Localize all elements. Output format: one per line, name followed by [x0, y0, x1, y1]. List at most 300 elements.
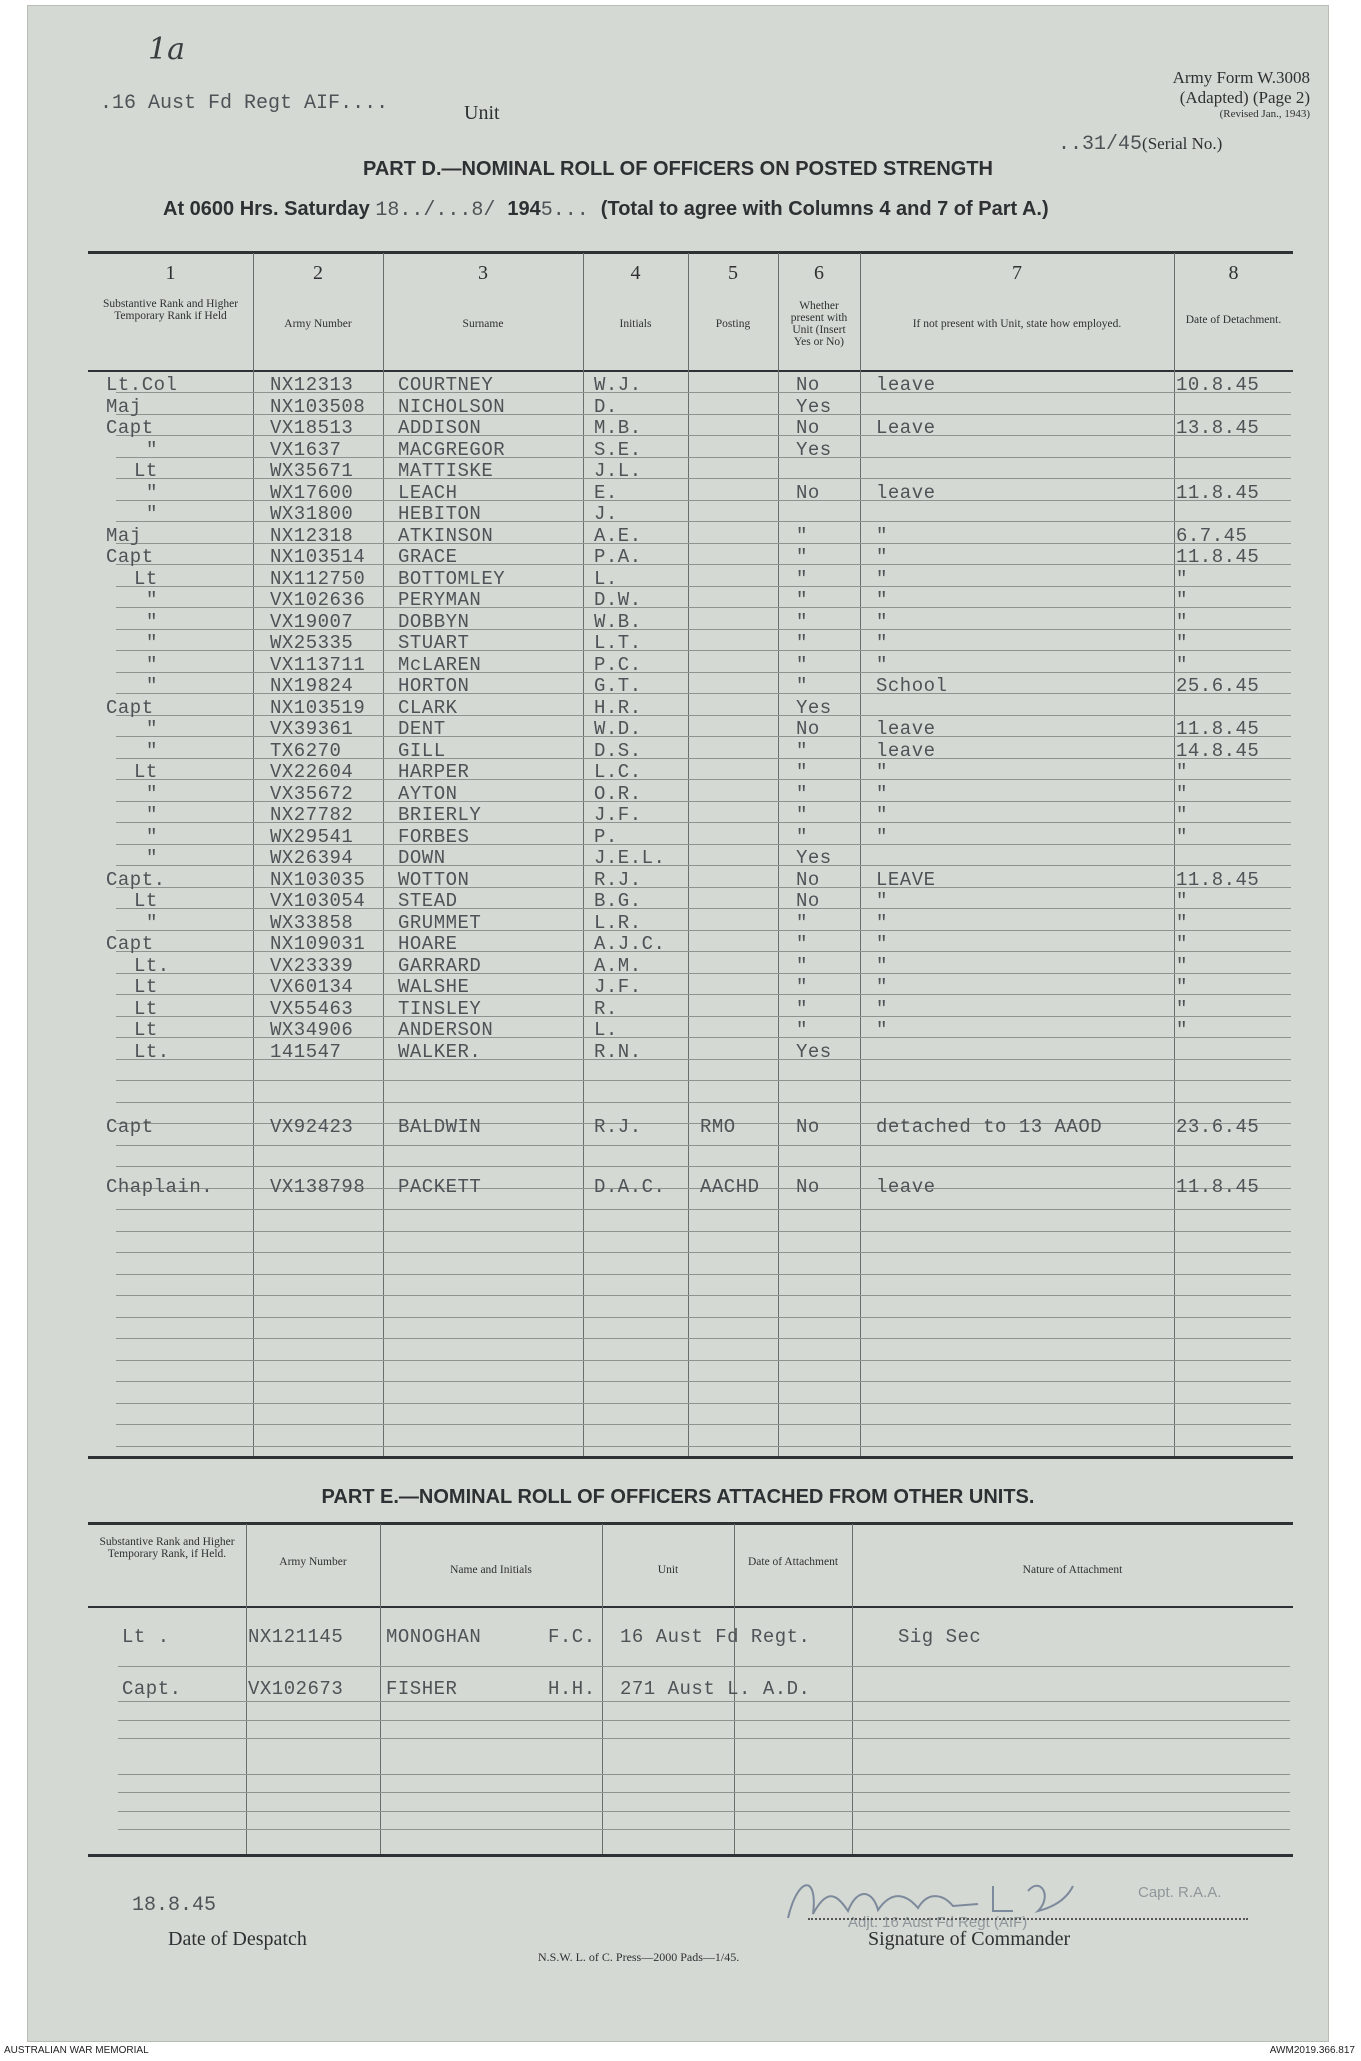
part-d-cell-present: No: [796, 718, 820, 740]
part-d-cell-initials: H.R.: [594, 697, 642, 719]
part-d-cell-initials: R.J.: [594, 1116, 642, 1138]
part-d-cell-initials: O.R.: [594, 783, 642, 805]
part-d-cell-present: Yes: [796, 396, 832, 418]
part-e-head-rule: [88, 1606, 1293, 1608]
part-d-column-header: Posting: [715, 318, 751, 330]
part-d-column-divider: [383, 253, 384, 1456]
part-d-cell-surname: FORBES: [398, 826, 470, 848]
part-d-cell-initials: J.L.: [594, 460, 642, 482]
part-d-cell-initials: P.A.: [594, 546, 642, 568]
part-d-date-line: At 0600 Hrs. Saturday 18../...8/ 1945... (Total to agree with Columns 4 and 7 of Part A.): [163, 198, 1049, 222]
part-d-cell-date: 11.8.45: [1176, 546, 1260, 568]
part-d-cell-initials: D.W.: [594, 589, 642, 611]
part-d-cell-num: VX19007: [270, 611, 354, 633]
part-d-cell-date: ": [1176, 568, 1188, 590]
part-d-row-rule: [116, 1102, 1291, 1103]
part-d-cell-present: No: [796, 482, 820, 504]
part-d-title: PART D.—NOMINAL ROLL OF OFFICERS ON POSTED STRENGTH: [362, 158, 993, 180]
form-adapted: (Adapted) (Page 2): [1179, 88, 1310, 107]
part-d-cell-surname: HORTON: [398, 675, 470, 697]
part-d-cell-rank: ": [146, 826, 158, 848]
part-e-title: PART E.—NOMINAL ROLL OF OFFICERS ATTACHED FROM OTHER UNITS.: [321, 1486, 1035, 1508]
part-d-cell-num: NX103035: [270, 869, 366, 891]
part-d-cell-present: ": [796, 761, 808, 783]
part-d-cell-posting: AACHD: [700, 1176, 760, 1198]
part-d-cell-rank: Capt: [106, 1116, 154, 1138]
part-d-cell-initials: L.R.: [594, 912, 642, 934]
part-d-cell-surname: PACKETT: [398, 1176, 482, 1198]
part-d-cell-date: 6.7.45: [1176, 525, 1248, 547]
part-d-cell-employed: Leave: [876, 417, 936, 439]
part-d-cell-num: NX12313: [270, 374, 354, 396]
part-d-cell-num: WX33858: [270, 912, 354, 934]
part-d-cell-num: VX35672: [270, 783, 354, 805]
part-e-column-header: Name and Initials: [450, 1564, 532, 1576]
part-d-column-header: Substantive Rank and Higher Temporary Rank if Held: [102, 298, 239, 322]
part-d-cell-rank: Lt: [134, 890, 158, 912]
part-d-cell-initials: A.E.: [594, 525, 642, 547]
part-d-cell-surname: GRUMMET: [398, 912, 482, 934]
part-d-cell-rank: ": [146, 589, 158, 611]
part-d-cell-surname: GRACE: [398, 546, 458, 568]
part-d-cell-surname: TINSLEY: [398, 998, 482, 1020]
part-d-cell-surname: STEAD: [398, 890, 458, 912]
part-d-cell-employed: ": [876, 804, 888, 826]
part-d-cell-employed: ": [876, 568, 888, 590]
part-d-cell-employed: leave: [876, 740, 936, 762]
part-d-cell-employed: ": [876, 654, 888, 676]
part-d-cell-employed: leave: [876, 718, 936, 740]
part-d-cell-present: ": [796, 589, 808, 611]
part-d-cell-surname: HARPER: [398, 761, 470, 783]
part-d-row-rule: [116, 1166, 1291, 1167]
part-d-cell-initials: L.T.: [594, 632, 642, 654]
part-d-cell-surname: WALKER.: [398, 1041, 482, 1063]
part-d-cell-surname: BALDWIN: [398, 1116, 482, 1138]
part-d-cell-initials: S.E.: [594, 439, 642, 461]
part-d-cell-rank: ": [146, 740, 158, 762]
part-d-column-number: 8: [1228, 262, 1239, 284]
part-d-row-rule: [116, 1360, 1291, 1361]
part-d-cell-surname: GILL: [398, 740, 446, 762]
part-d-cell-rank: ": [146, 675, 158, 697]
part-d-cell-surname: WALSHE: [398, 976, 470, 998]
part-d-cell-num: WX17600: [270, 482, 354, 504]
part-d-cell-num: WX29541: [270, 826, 354, 848]
part-d-cell-posting: RMO: [700, 1116, 736, 1138]
part-d-cell-employed: leave: [876, 482, 936, 504]
part-d-cell-surname: McLAREN: [398, 654, 482, 676]
part-d-cell-rank: ": [146, 654, 158, 676]
part-d-column-divider: [1174, 253, 1175, 1456]
part-e-column-divider: [246, 1524, 247, 1854]
part-d-cell-rank: Capt.: [106, 869, 166, 891]
despatch-label: Date of Despatch: [168, 1928, 307, 1950]
part-d-cell-num: VX22604: [270, 761, 354, 783]
part-d-cell-date: 11.8.45: [1176, 482, 1260, 504]
part-d-row-rule: [116, 1145, 1291, 1146]
part-d-cell-rank: Lt: [134, 1019, 158, 1041]
part-d-cell-present: ": [796, 654, 808, 676]
part-e-cell-num: VX102673: [248, 1678, 344, 1700]
part-d-cell-present: ": [796, 546, 808, 568]
part-d-cell-surname: AYTON: [398, 783, 458, 805]
part-d-cell-num: VX60134: [270, 976, 354, 998]
part-d-column-number: 6: [814, 262, 824, 284]
part-d-cell-date: ": [1176, 654, 1188, 676]
part-d-column-divider: [860, 253, 861, 1456]
part-d-cell-date: ": [1176, 632, 1188, 654]
part-d-cell-surname: CLARK: [398, 697, 458, 719]
part-d-cell-present: ": [796, 675, 808, 697]
part-d-cell-initials: D.: [594, 396, 618, 418]
part-d-column-number: 4: [630, 262, 641, 284]
part-d-head-rule: [88, 370, 1293, 372]
part-d-column-header: Surname: [462, 318, 504, 330]
part-d-cell-surname: PERYMAN: [398, 589, 482, 611]
part-d-cell-rank: ": [146, 482, 158, 504]
part-d-cell-surname: DOWN: [398, 847, 446, 869]
part-d-cell-present: No: [796, 417, 820, 439]
part-d-cell-initials: R.: [594, 998, 618, 1020]
part-d-cell-initials: A.M.: [594, 955, 642, 977]
part-e-row-rule: [118, 1792, 1290, 1793]
part-d-cell-rank: Lt: [134, 761, 158, 783]
part-d-cell-date: ": [1176, 826, 1188, 848]
part-d-row-rule: [116, 1209, 1291, 1210]
part-d-column-number: 2: [313, 262, 323, 284]
part-d-cell-date: ": [1176, 976, 1188, 998]
part-d-cell-date: 14.8.45: [1176, 740, 1260, 762]
part-d-cell-num: NX19824: [270, 675, 354, 697]
part-d-column-number: 7: [1012, 262, 1022, 284]
part-d-cell-initials: L.: [594, 568, 618, 590]
part-d-cell-employed: ": [876, 998, 888, 1020]
part-d-cell-num: WX26394: [270, 847, 354, 869]
part-d-cell-num: NX27782: [270, 804, 354, 826]
archive-footer: [0, 2041, 1361, 2061]
part-d-cell-rank: ": [146, 611, 158, 633]
part-d-column-divider: [688, 253, 689, 1456]
part-d-cell-initials: J.F.: [594, 804, 642, 826]
archive-name: AUSTRALIAN WAR MEMORIAL: [4, 2045, 149, 2056]
part-d-cell-present: ": [796, 912, 808, 934]
part-d-cell-date: ": [1176, 890, 1188, 912]
part-d-cell-rank: Chaplain.: [106, 1176, 214, 1198]
part-d-cell-present: ": [796, 976, 808, 998]
part-d-cell-employed: LEAVE: [876, 869, 936, 891]
part-d-cell-employed: School: [876, 675, 948, 697]
part-d-cell-surname: ANDERSON: [398, 1019, 494, 1041]
part-d-cell-surname: DOBBYN: [398, 611, 470, 633]
part-d-cell-rank: Lt.: [134, 1041, 170, 1063]
part-d-column-number: 1: [165, 262, 176, 284]
part-d-cell-num: VX18513: [270, 417, 354, 439]
part-e-cell-rank: Lt .: [122, 1626, 170, 1648]
part-d-cell-surname: DENT: [398, 718, 446, 740]
part-d-cell-date: ": [1176, 761, 1188, 783]
part-d-cell-employed: ": [876, 632, 888, 654]
part-d-cell-date: ": [1176, 955, 1188, 977]
part-d-cell-surname: ATKINSON: [398, 525, 494, 547]
part-d-cell-date: 10.8.45: [1176, 374, 1260, 396]
part-d-cell-date: ": [1176, 589, 1188, 611]
part-d-cell-employed: ": [876, 933, 888, 955]
part-d-cell-date: ": [1176, 998, 1188, 1020]
part-d-cell-initials: R.N.: [594, 1041, 642, 1063]
form-name: Army Form W.3008: [1172, 68, 1310, 87]
part-e-column-header: Unit: [657, 1564, 679, 1576]
form-sheet: [28, 6, 1328, 2041]
part-d-column-header: If not present with Unit, state how employed.: [912, 318, 1122, 330]
part-e-row-rule: [118, 1666, 1290, 1667]
part-e-row-rule: [118, 1774, 1290, 1775]
part-d-cell-present: Yes: [796, 1041, 832, 1063]
part-d-cell-initials: J.F.: [594, 976, 642, 998]
part-d-cell-surname: WOTTON: [398, 869, 470, 891]
part-d-row-rule: [116, 1295, 1291, 1296]
part-e-column-header: Date of Attachment: [747, 1556, 839, 1568]
part-e-column-divider: [852, 1524, 853, 1854]
part-d-column-divider: [778, 253, 779, 1456]
part-d-cell-surname: HOARE: [398, 933, 458, 955]
part-d-cell-num: VX103054: [270, 890, 366, 912]
part-d-cell-rank: ": [146, 503, 158, 525]
part-d-cell-num: VX39361: [270, 718, 354, 740]
part-d-cell-surname: LEACH: [398, 482, 458, 504]
part-d-cell-date: 23.6.45: [1176, 1116, 1260, 1138]
part-e-row-rule: [118, 1720, 1290, 1721]
part-d-row-rule: [116, 1446, 1291, 1447]
part-d-cell-employed: ": [876, 589, 888, 611]
part-d-row-rule: [116, 1338, 1291, 1339]
part-e-bottom-rule: [88, 1854, 1293, 1857]
part-d-cell-present: ": [796, 804, 808, 826]
part-d-cell-rank: Lt: [134, 460, 158, 482]
part-d-cell-num: VX23339: [270, 955, 354, 977]
part-d-column-header: Whether present with Unit (Insert Yes or No): [790, 300, 848, 348]
part-d-cell-initials: L.: [594, 1019, 618, 1041]
part-d-row-rule: [116, 1231, 1291, 1232]
part-d-cell-present: ": [796, 955, 808, 977]
part-d-cell-initials: P.: [594, 826, 618, 848]
part-d-cell-rank: Lt: [134, 568, 158, 590]
part-d-cell-surname: GARRARD: [398, 955, 482, 977]
part-d-cell-date: 25.6.45: [1176, 675, 1260, 697]
part-d-cell-surname: BRIERLY: [398, 804, 482, 826]
part-d-cell-present: Yes: [796, 697, 832, 719]
part-d-cell-surname: ADDISON: [398, 417, 482, 439]
part-d-cell-initials: W.J.: [594, 374, 642, 396]
part-d-cell-surname: BOTTOMLEY: [398, 568, 506, 590]
part-d-cell-employed: ": [876, 761, 888, 783]
part-d-cell-rank: Capt: [106, 697, 154, 719]
part-d-cell-date: ": [1176, 1019, 1188, 1041]
part-d-row-rule: [116, 1317, 1291, 1318]
part-d-cell-num: VX102636: [270, 589, 366, 611]
part-d-row-rule: [116, 1080, 1291, 1081]
part-e-row-rule: [118, 1811, 1290, 1812]
part-d-row-rule: [116, 1381, 1291, 1382]
part-e-cell-initials: H.H.: [548, 1678, 596, 1700]
press-line: N.S.W. L. of C. Press—2000 Pads—1/45.: [538, 1950, 740, 1964]
part-d-cell-employed: ": [876, 976, 888, 998]
part-d-cell-employed: ": [876, 783, 888, 805]
part-d-cell-employed: ": [876, 826, 888, 848]
part-d-cell-present: ": [796, 1019, 808, 1041]
part-d-cell-date: ": [1176, 611, 1188, 633]
part-d-cell-date: 11.8.45: [1176, 1176, 1260, 1198]
part-d-cell-num: VX92423: [270, 1116, 354, 1138]
part-d-cell-employed: ": [876, 955, 888, 977]
part-d-cell-num: NX109031: [270, 933, 366, 955]
unit-value: .16 Aust Fd Regt AIF....: [100, 92, 389, 115]
part-d-cell-initials: L.C.: [594, 761, 642, 783]
part-d-cell-num: VX138798: [270, 1176, 366, 1198]
part-d-cell-rank: ": [146, 718, 158, 740]
part-d-cell-surname: MACGREGOR: [398, 439, 506, 461]
part-e-column-header: Army Number: [279, 1556, 347, 1568]
part-e-cell-name: FISHER: [386, 1678, 458, 1700]
part-d-cell-initials: G.T.: [594, 675, 642, 697]
part-e-row-rule: [118, 1829, 1290, 1830]
part-d-row-rule: [116, 1252, 1291, 1253]
part-d-cell-present: ": [796, 826, 808, 848]
part-d-cell-present: No: [796, 374, 820, 396]
part-e-cell-rank: Capt.: [122, 1678, 182, 1700]
part-d-cell-num: VX113711: [270, 654, 366, 676]
despatch-date: 18.8.45: [132, 1894, 217, 1917]
part-d-cell-num: WX31800: [270, 503, 354, 525]
part-d-cell-initials: R.J.: [594, 869, 642, 891]
part-d-cell-rank: ": [146, 847, 158, 869]
part-d-cell-present: ": [796, 568, 808, 590]
part-d-cell-present: No: [796, 1116, 820, 1138]
part-d-cell-date: 11.8.45: [1176, 869, 1260, 891]
part-d-cell-present: No: [796, 890, 820, 912]
part-d-cell-present: ": [796, 998, 808, 1020]
part-d-cell-rank: Capt: [106, 546, 154, 568]
part-e-cell-nature: Sig Sec: [898, 1626, 982, 1648]
part-d-cell-present: Yes: [796, 439, 832, 461]
part-d-cell-employed: ": [876, 912, 888, 934]
part-e-cell-initials: F.C.: [548, 1626, 596, 1648]
part-d-cell-surname: COURTNEY: [398, 374, 494, 396]
part-d-column-number: 5: [728, 262, 738, 284]
stamp-appointment: Adjt. 16 Aust Fd Regt (AIF): [848, 1914, 1028, 1931]
part-d-cell-rank: ": [146, 783, 158, 805]
part-e-row-rule: [118, 1738, 1290, 1739]
part-d-cell-present: Yes: [796, 847, 832, 869]
part-d-row-rule: [116, 1274, 1291, 1275]
part-d-cell-initials: D.S.: [594, 740, 642, 762]
part-d-cell-initials: W.B.: [594, 611, 642, 633]
part-d-bottom-rule: [88, 1456, 1293, 1459]
part-d-cell-num: NX103508: [270, 396, 366, 418]
part-d-row-rule: [116, 1424, 1291, 1425]
archive-id: AWM2019.366.817: [1269, 2045, 1355, 2056]
part-d-cell-rank: ": [146, 439, 158, 461]
part-d-cell-rank: Lt.: [134, 955, 170, 977]
part-d-column-number: 3: [478, 262, 488, 284]
part-d-column-header: Initials: [619, 318, 652, 330]
part-d-cell-date: ": [1176, 933, 1188, 955]
part-d-cell-employed: ": [876, 546, 888, 568]
part-d-cell-rank: ": [146, 632, 158, 654]
part-d-cell-present: ": [796, 611, 808, 633]
part-e-column-divider: [380, 1524, 381, 1854]
part-d-cell-date: ": [1176, 783, 1188, 805]
part-d-cell-rank: ": [146, 912, 158, 934]
part-d-cell-rank: Lt: [134, 998, 158, 1020]
part-d-cell-num: VX1637: [270, 439, 342, 461]
part-d-cell-present: ": [796, 933, 808, 955]
part-d-cell-num: NX12318: [270, 525, 354, 547]
part-e-cell-unit: 16 Aust Fd Regt.: [620, 1626, 811, 1648]
form-revised: (Revised Jan., 1943): [1219, 108, 1310, 120]
part-e-cell-num: NX121145: [248, 1626, 344, 1648]
part-d-cell-present: No: [796, 1176, 820, 1198]
part-d-cell-employed: leave: [876, 1176, 936, 1198]
part-d-cell-num: NX112750: [270, 568, 366, 590]
part-d-cell-employed: detached to 13 AAOD: [876, 1116, 1103, 1138]
part-d-cell-present: ": [796, 632, 808, 654]
part-d-cell-date: 11.8.45: [1176, 718, 1260, 740]
part-d-cell-rank: Lt.Col: [106, 374, 178, 396]
part-d-cell-num: WX35671: [270, 460, 354, 482]
part-d-cell-num: NX103514: [270, 546, 366, 568]
part-e-cell-name: MONOGHAN: [386, 1626, 482, 1648]
part-d-cell-employed: leave: [876, 374, 936, 396]
part-d-cell-num: 141547: [270, 1041, 342, 1063]
part-d-cell-initials: A.J.C.: [594, 933, 666, 955]
part-e-column-header: Substantive Rank and Higher Temporary Rank, if Held.: [99, 1536, 235, 1560]
part-d-cell-initials: J.E.L.: [594, 847, 666, 869]
part-d-cell-rank: Capt: [106, 933, 154, 955]
part-d-cell-surname: STUART: [398, 632, 470, 654]
part-e-column-header: Nature of Attachment: [1022, 1564, 1123, 1576]
part-d-cell-rank: Maj: [106, 525, 142, 547]
handwritten-mark: 1a: [148, 32, 185, 67]
part-d-top-rule: [88, 251, 1293, 254]
signature-dotted-line: [808, 1918, 1248, 1920]
part-d-cell-initials: P.C.: [594, 654, 642, 676]
part-d-cell-initials: W.D.: [594, 718, 642, 740]
part-d-cell-present: ": [796, 783, 808, 805]
part-d-cell-present: ": [796, 740, 808, 762]
part-e-column-divider: [602, 1524, 603, 1854]
stamp-rank: Capt. R.A.A.: [1138, 1884, 1222, 1901]
part-d-cell-num: NX103519: [270, 697, 366, 719]
part-d-column-divider: [253, 253, 254, 1456]
part-d-cell-num: VX55463: [270, 998, 354, 1020]
part-d-column-header: Date of Detachment.: [1185, 314, 1282, 326]
part-d-row-rule: [116, 1403, 1291, 1404]
part-d-cell-employed: ": [876, 525, 888, 547]
part-d-cell-initials: J.: [594, 503, 618, 525]
part-d-cell-initials: E.: [594, 482, 618, 504]
part-d-cell-employed: ": [876, 1019, 888, 1041]
part-e-row-rule: [118, 1701, 1290, 1702]
part-d-cell-initials: D.A.C.: [594, 1176, 666, 1198]
part-d-cell-surname: MATTISKE: [398, 460, 494, 482]
signature-label: Signature of Commander: [868, 1928, 1071, 1950]
unit-label: Unit: [464, 102, 500, 124]
part-d-cell-surname: NICHOLSON: [398, 396, 506, 418]
part-e-cell-unit: 271 Aust L. A.D.: [620, 1678, 811, 1700]
part-d-cell-date: ": [1176, 804, 1188, 826]
part-d-cell-date: 13.8.45: [1176, 417, 1260, 439]
